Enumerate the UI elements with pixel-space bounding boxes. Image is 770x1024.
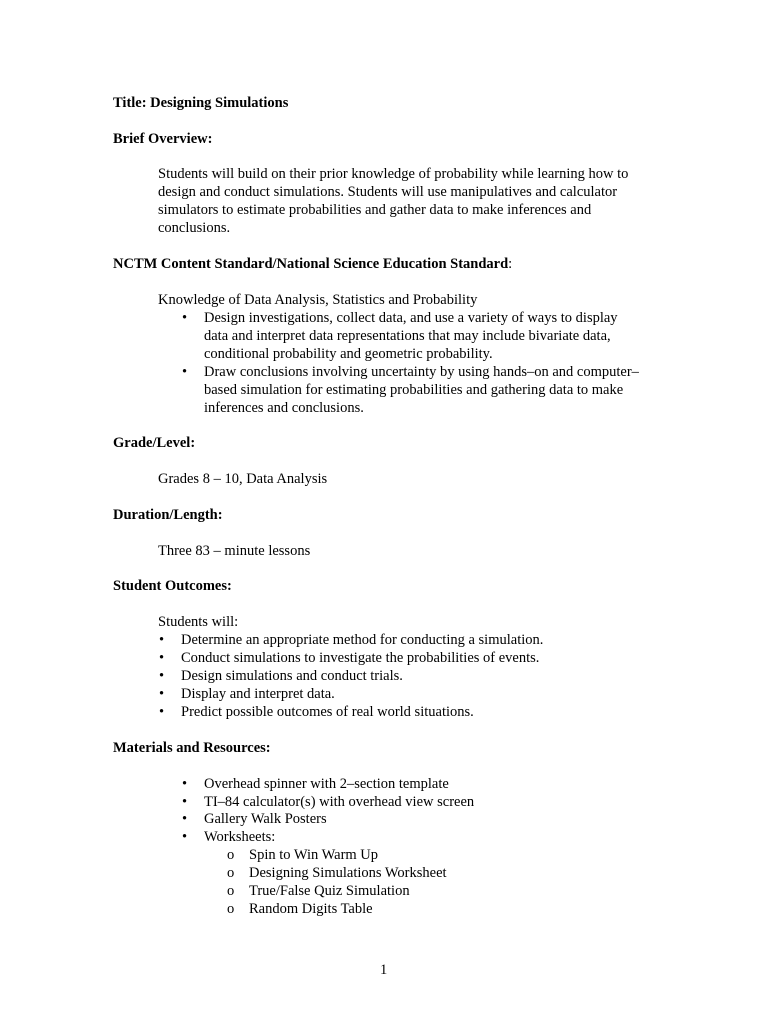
outcome-item: Predict possible outcomes of real world situations. [181,704,474,720]
standard-bullet-line: inferences and conclusions. [204,400,364,416]
duration-text: Three 83 – minute lessons [158,543,311,559]
standard-bullet-line: conditional probability and geometric probability. [204,346,493,362]
bullet-marker: • [182,776,188,792]
sub-bullet-marker: o [227,847,235,863]
bullet-marker: • [182,829,188,845]
overview-line: Students will build on their prior knowledge of probability while learning how to [158,166,629,182]
sub-bullet-marker: o [227,865,235,881]
bullet-marker: • [182,811,188,827]
worksheet-item: True/False Quiz Simulation [249,883,410,899]
standard-heading-colon: : [508,256,513,272]
material-item: Overhead spinner with 2–section template [204,776,449,792]
worksheet-item: Designing Simulations Worksheet [249,865,447,881]
grade-heading: Grade/Level: [113,435,196,451]
worksheet-item: Spin to Win Warm Up [249,847,379,863]
outcomes-heading: Student Outcomes: [113,578,232,594]
standard-heading-row [113,255,512,273]
standard-bullet-line: Design investigations, collect data, and use a variety of ways to display [204,310,618,326]
bullet-marker: • [182,364,188,380]
standard-bullet-line: based simulation for estimating probabilities and gathering data to make [204,382,624,398]
page-title: Title: Designing Simulations [113,95,289,111]
overview-heading: Brief Overview: [113,131,213,147]
materials-heading: Materials and Resources: [113,740,271,756]
standard-bullet-line: Draw conclusions involving uncertainty by using hands–on and computer– [204,364,639,380]
sub-bullet-marker: o [227,883,235,899]
bullet-marker: • [159,704,165,720]
overview-line: conclusions. [158,220,231,236]
outcome-item: Conduct simulations to investigate the probabilities of events. [181,650,540,666]
standard-bullet-line: data and interpret data representations that may include bivariate data, [204,328,611,344]
standard-heading: NCTM Content Standard/National Science Education Standard [113,256,509,272]
duration-heading: Duration/Length: [113,507,223,523]
bullet-marker: • [159,650,165,666]
outcome-item: Determine an appropriate method for conducting a simulation. [181,632,544,648]
material-item: Gallery Walk Posters [204,811,327,827]
grade-text: Grades 8 – 10, Data Analysis [158,471,328,487]
bullet-marker: • [182,794,188,810]
sub-bullet-marker: o [227,901,235,917]
bullet-marker: • [159,668,165,684]
outcome-item: Display and interpret data. [181,686,335,702]
material-item: TI–84 calculator(s) with overhead view screen [204,794,475,810]
material-item: Worksheets: [204,829,276,845]
overview-line: design and conduct simulations. Students will use manipulatives and calculator [158,184,618,200]
outcome-item: Design simulations and conduct trials. [181,668,403,684]
bullet-marker: • [182,310,188,326]
bullet-marker: • [159,632,165,648]
standard-intro: Knowledge of Data Analysis, Statistics and Probability [158,292,478,308]
page-number: 1 [380,962,388,978]
outcomes-intro: Students will: [158,614,239,630]
worksheet-item: Random Digits Table [249,901,373,917]
overview-line: simulators to estimate probabilities and gather data to make inferences and [158,202,592,218]
bullet-marker: • [159,686,165,702]
